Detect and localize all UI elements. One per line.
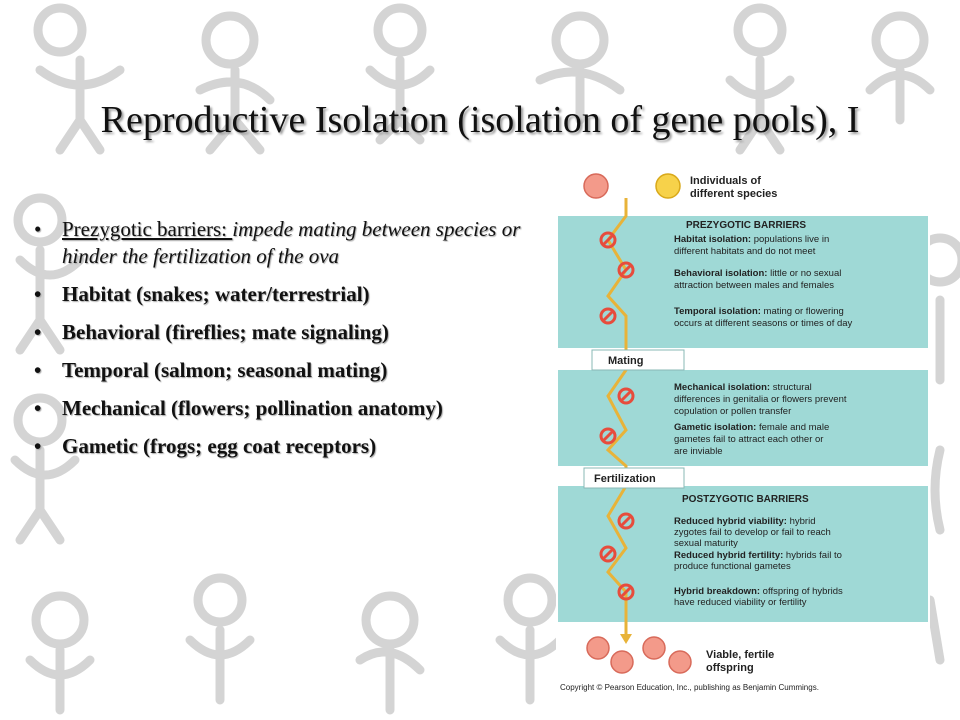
mechanical-line-2: differences in genitalia or flowers prevent <box>674 394 847 405</box>
temporal-line-2: occurs at different seasons or times of day <box>674 318 853 329</box>
fertility-line-2: produce functional gametes <box>674 561 791 572</box>
viability-line-3: sexual maturity <box>674 538 738 549</box>
breakdown-line-1: Hybrid breakdown: offspring of hybrids <box>674 586 843 597</box>
bullet-mechanical: • Mechanical (flowers; pollination anatomy) <box>28 395 528 422</box>
viability-line-2: zygotes fail to develop or fail to reach <box>674 527 831 538</box>
individuals-label-2: different species <box>690 188 778 200</box>
individuals-label-1: Individuals of <box>690 175 761 187</box>
offspring-cell-icon <box>643 637 665 659</box>
fertilization-label: Fertilization <box>594 473 656 485</box>
offspring-cell-icon <box>611 651 633 673</box>
bullet-temporal: • Temporal (salmon; seasonal mating) <box>28 357 528 384</box>
behavioral-line-2: attraction between males and females <box>674 280 835 291</box>
isolation-flow-diagram <box>556 168 930 698</box>
mechanical-line-1: Mechanical isolation: structural <box>674 382 812 393</box>
cell-pink-icon <box>584 174 608 198</box>
gametic-line-2: gametes fail to attract each other or <box>674 434 824 445</box>
behavioral-line-1: Behavioral isolation: little or no sexual <box>674 268 842 279</box>
gametic-line-1: Gametic isolation: female and male <box>674 422 830 433</box>
fertility-line-1: Reduced hybrid fertility: hybrids fail to <box>674 550 842 561</box>
bullet-gametic: • Gametic (frogs; egg coat receptors) <box>28 433 528 460</box>
postzygotic-header: POSTZYGOTIC BARRIERS <box>682 494 809 505</box>
copyright-text: Copyright © Pearson Education, Inc., publishing as Benjamin Cummings. <box>560 683 819 692</box>
gametic-line-3: are inviable <box>674 446 723 457</box>
bullet-lead: Prezygotic barriers: <box>62 217 233 241</box>
habitat-line-2: different habitats and do not meet <box>674 246 816 257</box>
bullet-habitat: • Habitat (snakes; water/terrestrial) <box>28 281 528 308</box>
bullet-behavioral: • Behavioral (fireflies; mate signaling) <box>28 319 528 346</box>
breakdown-line-2: have reduced viability or fertility <box>674 597 807 608</box>
habitat-line-1: Habitat isolation: populations live in <box>674 234 830 245</box>
temporal-line-1: Temporal isolation: mating or flowering <box>674 306 844 317</box>
offspring-cell-icon <box>669 651 691 673</box>
bullet-prezygotic <box>28 216 528 270</box>
cell-yellow-icon <box>656 174 680 198</box>
prezygotic-header: PREZYGOTIC BARRIERS <box>686 220 807 231</box>
bullet-list <box>28 216 528 471</box>
viability-line-1: Reduced hybrid viability: hybrid <box>674 516 816 527</box>
offspring-label-2: offspring <box>706 662 754 674</box>
bullet-rest: impede mating between species or hinder the fertilization of the ova <box>62 217 521 268</box>
slide-title: Reproductive Isolation (isolation of gene pools), I <box>100 99 860 141</box>
offspring-label-1: Viable, fertile <box>706 649 775 661</box>
mechanical-line-3: copulation or pollen transfer <box>674 406 792 417</box>
offspring-cell-icon <box>587 637 609 659</box>
mating-label: Mating <box>608 355 644 367</box>
